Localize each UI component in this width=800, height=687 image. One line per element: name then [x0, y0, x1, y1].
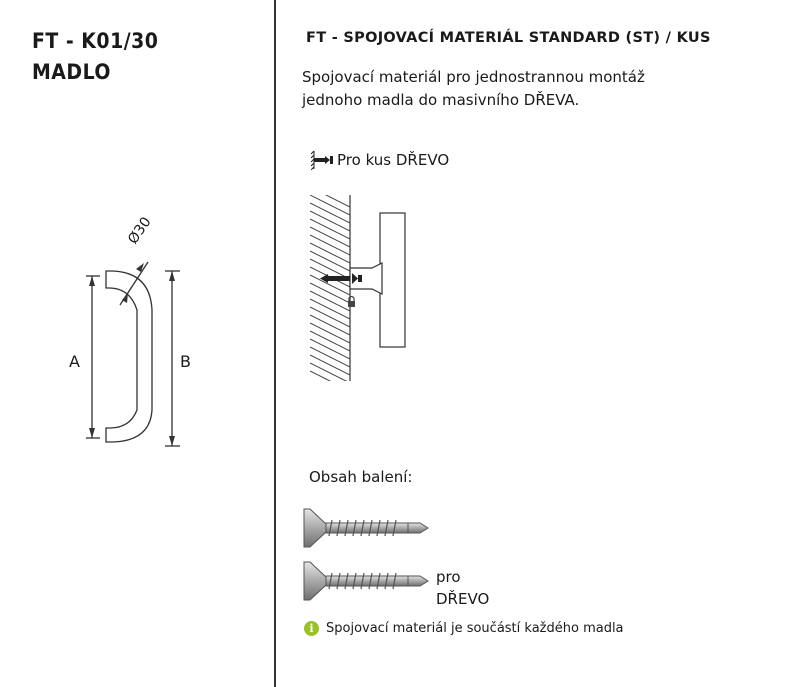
dimension-b-label: B: [180, 352, 191, 371]
screw-note: [436, 566, 489, 610]
spec-heading: FT - SPOJOVACÍ MATERIÁL STANDARD (ST) / KUS: [306, 30, 711, 46]
handle-drawing: [0, 0, 274, 687]
product-code: FT - K01/30: [32, 29, 159, 53]
dimension-a-label: A: [69, 352, 80, 371]
info-note: [304, 621, 624, 636]
screw-note-line-1: pro: [436, 568, 461, 586]
diameter-label: Ø30: [125, 214, 155, 248]
product-name: MADLO: [32, 60, 111, 84]
screw-2-icon: [302, 560, 432, 602]
screw-note-line-2: DŘEVO: [436, 590, 490, 608]
wood-screw-icon: [311, 150, 337, 170]
description-line-2: jednoho madla do masivního DŘEVA.: [302, 91, 580, 109]
screw-1-icon: [302, 507, 432, 549]
contents-label: Obsah balení:: [309, 468, 413, 486]
vertical-divider: [274, 0, 276, 687]
info-icon: i: [304, 621, 319, 636]
mounting-diagram: [306, 193, 426, 388]
legend: [311, 150, 449, 170]
description-line-1: Spojovací materiál pro jednostrannou montáž: [302, 68, 645, 86]
spec-description: [302, 66, 742, 112]
legend-label: Pro kus DŘEVO: [337, 151, 450, 169]
info-note-text: Spojovací materiál je součástí každého madla: [326, 621, 624, 636]
